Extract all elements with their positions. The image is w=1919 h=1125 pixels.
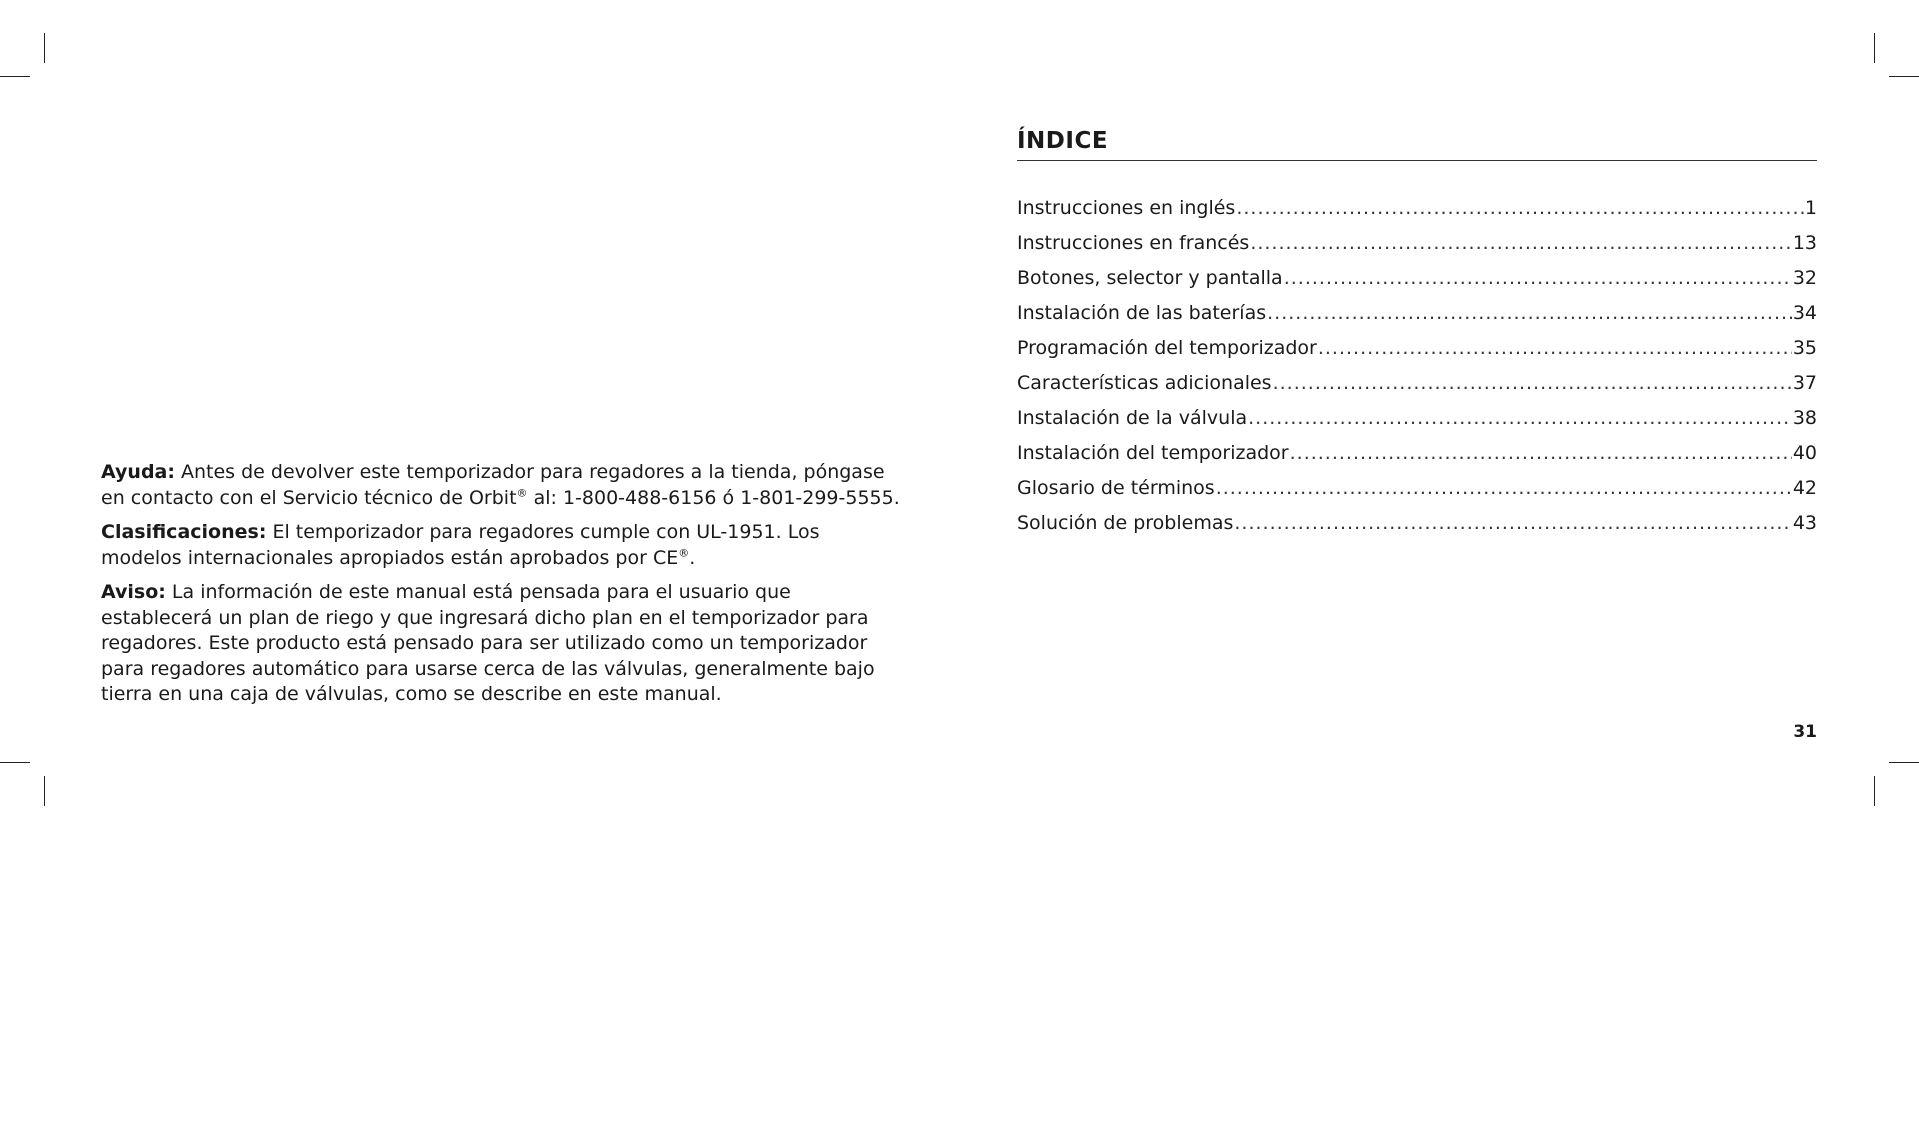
- toc-item-page: 37: [1792, 372, 1817, 394]
- crop-mark: [1889, 76, 1919, 77]
- toc-item[interactable]: [1017, 261, 1817, 296]
- crop-mark: [1874, 776, 1875, 806]
- toc-leader: [1273, 366, 1792, 401]
- notes-section: [101, 460, 901, 717]
- classifications-text: El temporizador para regadores cumple con UL-1951. Los modelos internacionales apropiados están aprobados por CE: [101, 521, 820, 569]
- crop-mark: [44, 33, 45, 63]
- toc-item[interactable]: [1017, 436, 1817, 471]
- toc-leader: [1318, 331, 1792, 366]
- toc-item[interactable]: [1017, 366, 1817, 401]
- crop-mark: [0, 762, 30, 763]
- notice-label: Aviso:: [101, 581, 166, 603]
- toc-item-label: Programación del temporizador: [1017, 337, 1317, 359]
- toc-item-label: Instalación de la válvula: [1017, 407, 1248, 429]
- registered-mark: ®: [678, 546, 690, 560]
- toc-item-page: 1: [1804, 197, 1817, 219]
- toc-item-page: 38: [1792, 407, 1817, 429]
- notice-paragraph: [101, 580, 901, 708]
- help-text: Antes de devolver este temporizador para regadores a la tienda, póngase en contacto con el Servicio técnico de Orbit: [101, 461, 885, 509]
- help-label: Ayuda:: [101, 461, 175, 483]
- toc-item-label: Instalación de las baterías: [1017, 302, 1267, 324]
- classifications-paragraph: [101, 520, 901, 571]
- toc-item-label: Instalación del temporizador: [1017, 442, 1289, 464]
- toc-item-page: 42: [1792, 477, 1817, 499]
- notice-text: La información de este manual está pensada para el usuario que establecerá un plan de riego y que ingresará dicho plan en el temporizador para regadores. Este producto está pensado para ser utilizado como un temporizador para regadores automático para usarse cerca de las válvulas, generalmente bajo tierra en una caja de válvulas, como se describe en este manual.: [101, 581, 875, 705]
- toc-item[interactable]: [1017, 191, 1817, 226]
- toc-leader: [1250, 226, 1792, 261]
- toc-item-page: 43: [1792, 512, 1817, 534]
- toc-item[interactable]: [1017, 331, 1817, 366]
- toc-item[interactable]: [1017, 226, 1817, 261]
- toc-leader: [1236, 191, 1804, 226]
- help-phone-text: al: 1-800-488-6156 ó 1-801-299-5555.: [527, 486, 900, 509]
- toc-title: ÍNDICE: [1017, 126, 1817, 161]
- toc-item-label: Instrucciones en francés: [1017, 232, 1250, 254]
- crop-mark: [1889, 762, 1919, 763]
- page-number: 31: [1793, 722, 1817, 742]
- toc-item-page: 35: [1792, 337, 1817, 359]
- toc-item-page: 13: [1792, 232, 1817, 254]
- crop-mark: [44, 776, 45, 806]
- toc-item-label: Características adicionales: [1017, 372, 1272, 394]
- toc-list: [1017, 191, 1817, 541]
- toc-leader: [1290, 436, 1792, 471]
- crop-mark: [1874, 33, 1875, 63]
- toc-item-label: Instrucciones en inglés: [1017, 197, 1236, 219]
- toc-item-page: 34: [1792, 302, 1817, 324]
- registered-mark: ®: [516, 486, 528, 500]
- classifications-label: Clasificaciones:: [101, 521, 267, 543]
- toc-leader: [1267, 296, 1792, 331]
- toc-item-label: Botones, selector y pantalla: [1017, 267, 1283, 289]
- toc-item[interactable]: [1017, 401, 1817, 436]
- table-of-contents: [1017, 126, 1817, 541]
- toc-item[interactable]: [1017, 471, 1817, 506]
- toc-item-label: Solución de problemas: [1017, 512, 1234, 534]
- toc-leader: [1216, 471, 1792, 506]
- toc-item-label: Glosario de términos: [1017, 477, 1215, 499]
- toc-item[interactable]: [1017, 506, 1817, 541]
- toc-item-page: 40: [1792, 442, 1817, 464]
- help-paragraph: [101, 460, 901, 511]
- toc-leader: [1234, 506, 1791, 541]
- toc-item[interactable]: [1017, 296, 1817, 331]
- toc-leader: [1248, 401, 1792, 436]
- crop-mark: [0, 76, 30, 77]
- classifications-end: .: [689, 546, 696, 569]
- toc-leader: [1284, 261, 1792, 296]
- toc-item-page: 32: [1792, 267, 1817, 289]
